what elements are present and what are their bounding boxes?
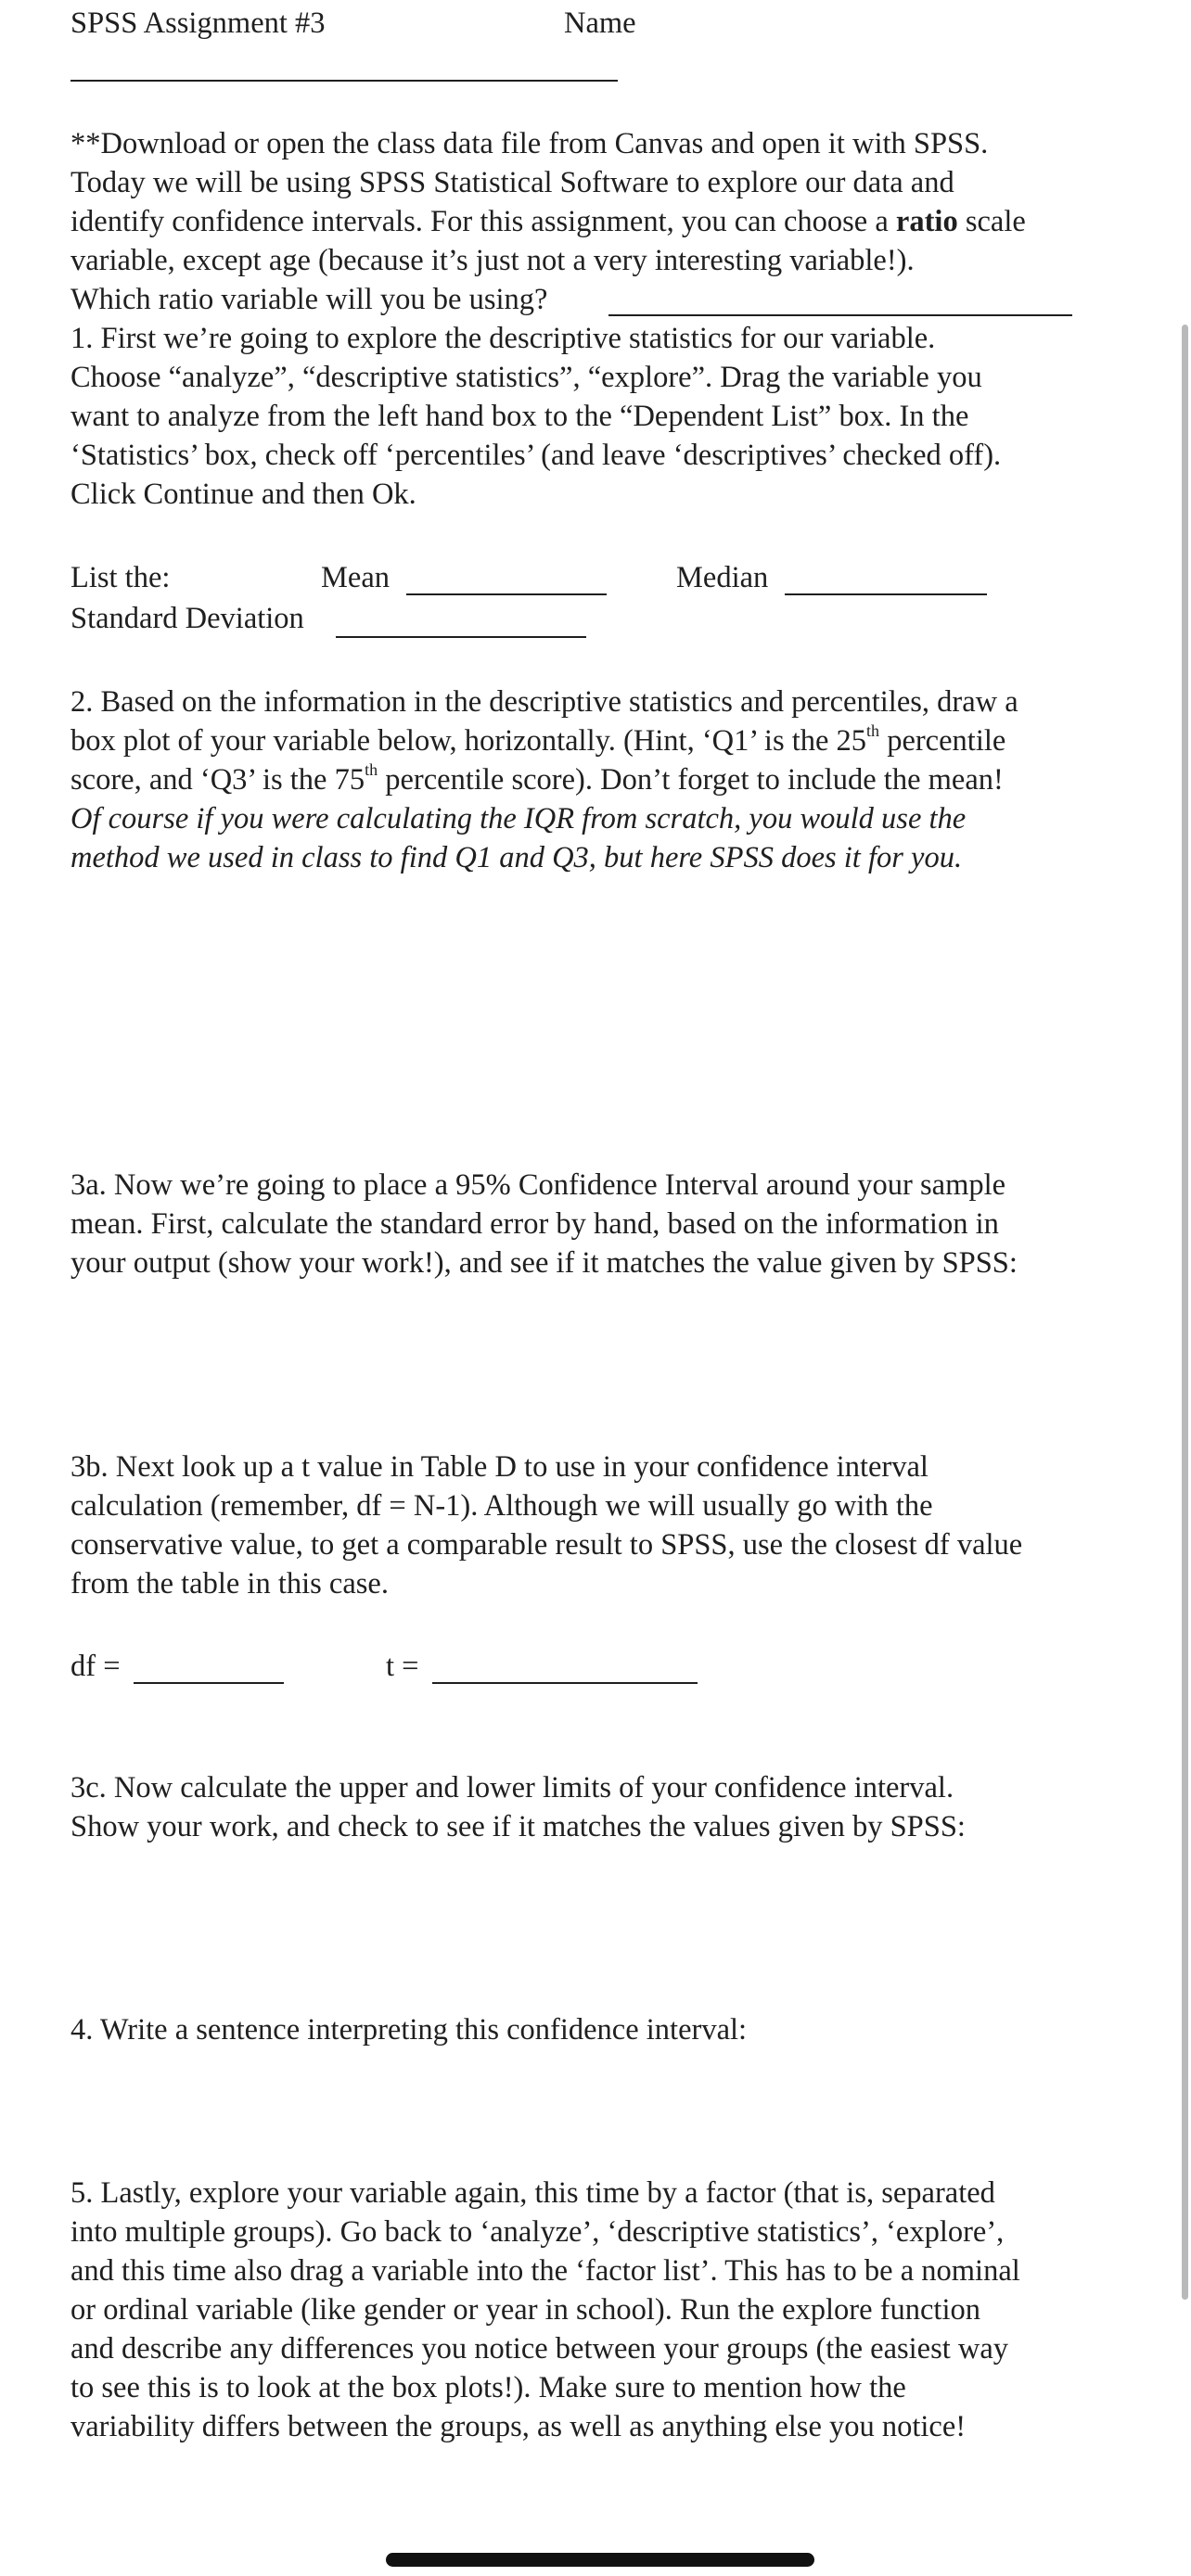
q3a-line-2: mean. First, calculate the standard error by hand, based on the information in (70, 1207, 999, 1241)
intro-line-3 (70, 202, 1026, 241)
q1-line-2: Choose “analyze”, “descriptive statistics”, “explore”. Drag the variable you (70, 361, 982, 394)
q5-line-7: variability differs between the groups, as well as anything else you notice! (70, 2410, 967, 2443)
q5-line-5: and describe any differences you notice between your groups (the easiest way (70, 2332, 1009, 2366)
q2-line-2-text: box plot of your variable below, horizontally. (Hint, ‘Q1’ is the 25 (70, 724, 867, 758)
t-label: t = (386, 1650, 419, 1683)
q4-line-1: 4. Write a sentence interpreting this confidence interval: (70, 2013, 748, 2047)
vertical-scrollbar[interactable] (1182, 325, 1188, 2300)
name-blank-line[interactable] (70, 80, 618, 82)
q3b-line-3: conservative value, to get a comparable result to SPSS, use the closest df value (70, 1528, 1023, 1562)
q5-line-3: and this time also drag a variable into the ‘factor list’. This has to be a nominal (70, 2254, 1020, 2288)
q2-line-5 (70, 838, 962, 877)
q3c-line-1: 3c. Now calculate the upper and lower limits of your confidence interval. (70, 1771, 954, 1804)
mean-blank[interactable] (406, 593, 607, 595)
q2-line-4 (70, 799, 966, 838)
df-label: df = (70, 1650, 121, 1683)
q3c-line-2: Show your work, and check to see if it matches the values given by SPSS: (70, 1810, 966, 1843)
q2-italic-line-4: Of course if you were calculating the IQR from scratch, you would use the (70, 802, 967, 835)
df-blank[interactable] (134, 1682, 284, 1684)
median-blank[interactable] (785, 593, 987, 595)
q3a-line-1: 3a. Now we’re going to place a 95% Confidence Interval around your sample (70, 1168, 1006, 1202)
assignment-title: SPSS Assignment #3 (70, 6, 326, 40)
t-blank[interactable] (432, 1682, 698, 1684)
q3a-line-3: your output (show your work!), and see if it matches the value given by SPSS: (70, 1246, 1018, 1280)
q1-line-5: Click Continue and then Ok. (70, 478, 416, 511)
q1-line-1: 1. First we’re going to explore the descriptive statistics for our variable. (70, 322, 936, 355)
q2-italic-line-5: method we used in class to find Q1 and Q3, but here SPSS does it for you. (70, 841, 963, 874)
intro-line-4: variable, except age (because it’s just not a very interesting variable!). (70, 244, 915, 277)
list-the-label: List the: (70, 561, 171, 594)
q5-line-4: or ordinal variable (like gender or year in school). Run the explore function (70, 2293, 980, 2327)
q1-line-4: ‘Statistics’ box, check off ‘percentiles’ (and leave ‘descriptives’ checked off). (70, 439, 1002, 472)
intro-line-3-end: scale (957, 205, 1026, 238)
q5-line-1: 5. Lastly, explore your variable again, this time by a factor (that is, separated (70, 2176, 995, 2210)
q1-line-3: want to analyze from the left hand box to the “Dependent List” box. In the (70, 400, 969, 433)
q2-line-3-text: score, and ‘Q3’ is the 75 (70, 763, 365, 797)
ratio-variable-blank[interactable] (608, 314, 1072, 316)
q2-line-3-sup: th (365, 760, 378, 779)
q3b-line-4: from the table in this case. (70, 1567, 389, 1600)
q2-line-3 (70, 760, 1004, 799)
q5-line-6: to see this is to look at the box plots!). Make sure to mention how the (70, 2371, 906, 2404)
q2-line-3-end: percentile score). Don’t forget to include the mean! (378, 763, 1004, 797)
q3b-line-1: 3b. Next look up a t value in Table D to use in your confidence interval (70, 1450, 928, 1484)
intro-line-2: Today we will be using SPSS Statistical Software to explore our data and (70, 166, 954, 199)
q2-line-1: 2. Based on the information in the descriptive statistics and percentiles, draw a (70, 685, 1018, 719)
q5-line-2: into multiple groups). Go back to ‘analyze’, ‘descriptive statistics’, ‘explore’, (70, 2215, 1005, 2249)
intro-line-5 (70, 280, 547, 319)
q2-line-2 (70, 721, 1005, 760)
sd-blank[interactable] (336, 636, 586, 638)
median-label: Median (676, 561, 769, 594)
q3b-line-2: calculation (remember, df = N-1). Although we will usually go with the (70, 1489, 933, 1523)
ratio-variable-question: Which ratio variable will you be using? (70, 283, 548, 316)
name-label: Name (564, 6, 636, 40)
q2-line-2-sup: th (866, 721, 880, 740)
sd-label: Standard Deviation (70, 602, 304, 635)
ratio-bold-word: ratio (895, 205, 958, 238)
intro-line-1: **Download or open the class data file from Canvas and open it with SPSS. (70, 127, 989, 160)
home-indicator-bar[interactable] (386, 2553, 814, 2567)
q2-line-2-end: percentile (879, 724, 1006, 758)
mean-label: Mean (321, 561, 390, 594)
intro-line-3-text: identify confidence intervals. For this assignment, you can choose a (70, 205, 896, 238)
